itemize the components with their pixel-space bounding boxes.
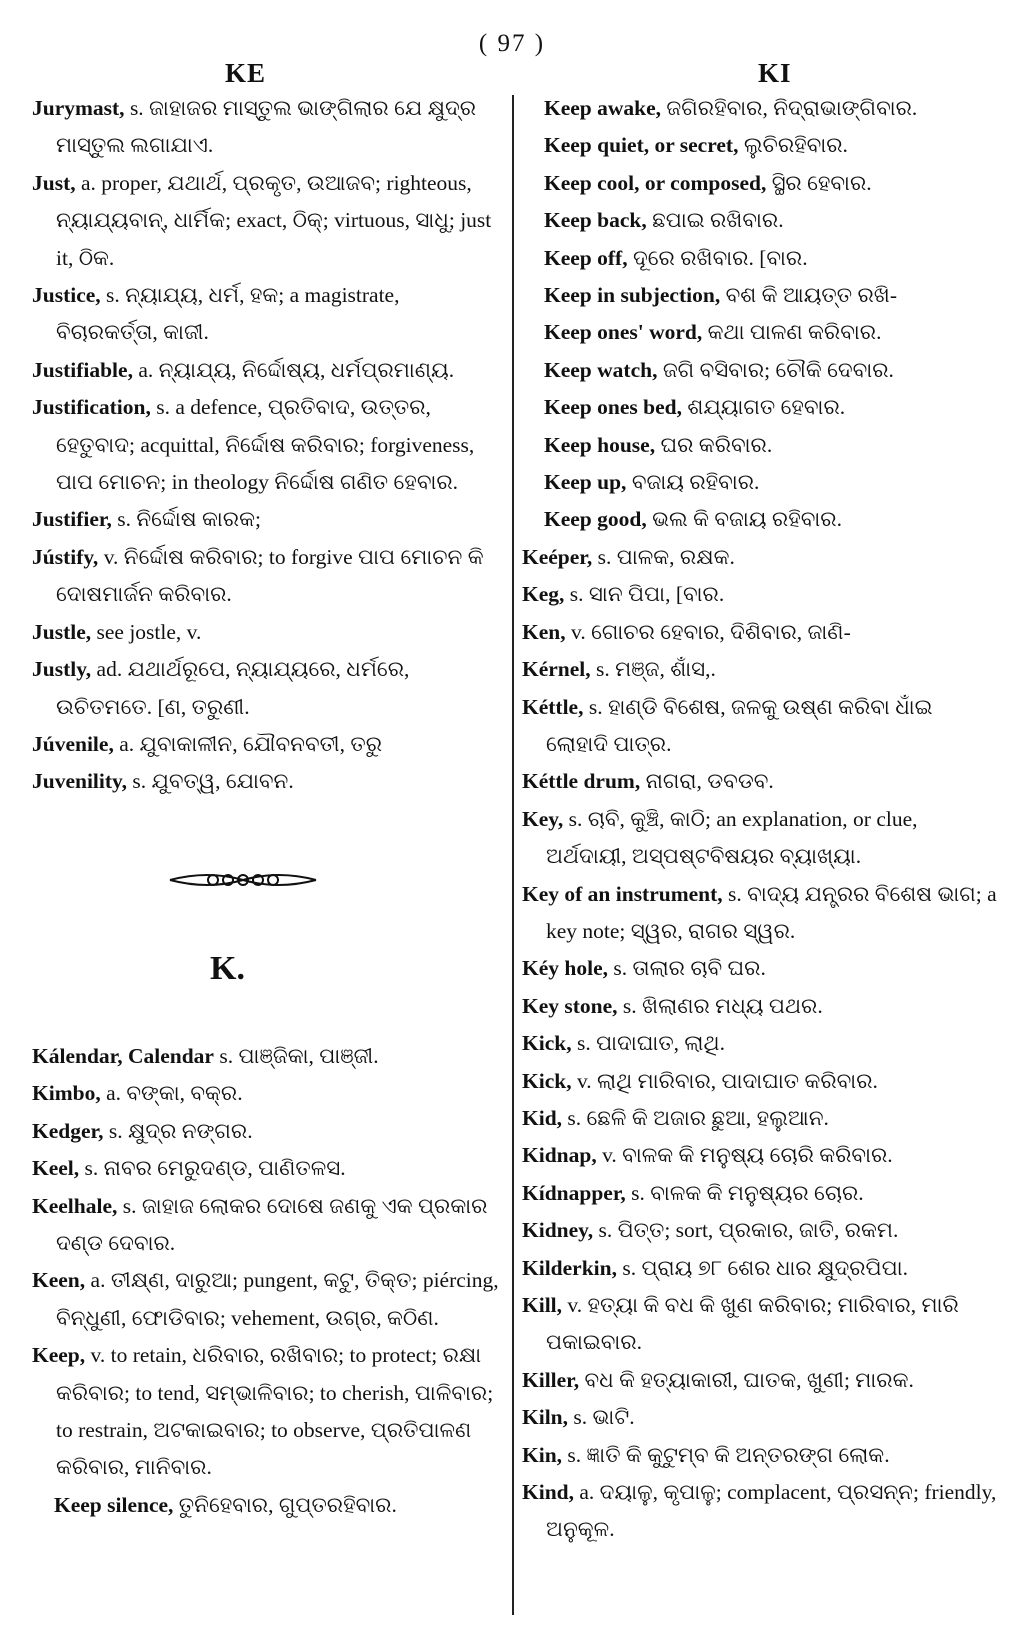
dictionary-entry (522, 389, 997, 426)
dictionary-entry (32, 1150, 502, 1187)
entry-headword: Keep quiet, or secret, (544, 133, 739, 158)
entry-definition: s. ତାଲାର ଚାବି ଘର. (608, 956, 766, 981)
dictionary-entry (32, 614, 502, 651)
dictionary-entry (522, 427, 997, 464)
entry-headword: Kálendar, Calendar (32, 1044, 214, 1068)
entry-definition: s. ଭାଟି. (568, 1405, 635, 1430)
entry-definition: a. ଯୁବାକାଳୀନ, ଯୌବନବତୀ, ତରୁ (113, 731, 382, 756)
entry-definition: ଜଗିରହିବାର, ନିଦ୍ରାଭାଙ୍ଗିବାର. (661, 96, 918, 120)
entry-headword: Justifiable, (32, 357, 133, 382)
entry-definition: s. a defence, ପ୍ରତିବାଦ, ଉତ୍ତର, ହେତୁବାଦ; acquittal, ନିର୍ଦ୍ଦୋଷ କରିବାର; forgiveness, ପାପ ମୋଚନ; in theology ନିର୍ଦ୍ଦୋଷ ଗଣିତ ହେବାର. (56, 395, 475, 495)
dictionary-entry (32, 277, 502, 352)
entry-headword: Kidnap, (522, 1143, 597, 1168)
entry-headword: Keep house, (544, 432, 656, 457)
entry-definition: s. ମଞ୍ଜ, ଶାଁସ,. (590, 657, 716, 682)
entry-definition: a. ନ୍ୟାଯ୍ୟ, ନିର୍ଦ୍ଦୋଷ୍ୟ, ଧର୍ମପ୍ରମାଣ୍ୟ. (132, 357, 455, 382)
entry-definition: ତୁନିହେବାର, ଗୁପ୍ତରହିବାର. (173, 1492, 397, 1517)
entry-headword: Keep silence, (54, 1492, 174, 1517)
dictionary-entry (32, 651, 502, 726)
entry-definition: a. ବଙ୍କା, ବକ୍ର. (100, 1081, 243, 1106)
entry-headword: Keep up, (544, 470, 627, 495)
entry-headword: Kimbo, (32, 1081, 101, 1106)
dictionary-entry (32, 165, 502, 277)
entry-headword: Keep, (32, 1343, 86, 1368)
entry-headword: Keep ones bed, (544, 395, 682, 420)
dictionary-entry (522, 202, 997, 239)
entry-headword: Keep back, (544, 208, 647, 233)
dictionary-entry (522, 464, 997, 501)
dictionary-entry (522, 1175, 997, 1212)
section-letter-heading: K. (210, 950, 245, 987)
left-column-bottom (32, 1038, 502, 1524)
entry-definition: s. ପ୍ରାୟ ୭୮ ଶେର ଧାର କ୍ଷୁଦ୍ରପିପା. (616, 1255, 908, 1280)
entry-headword: Juvenility, (32, 769, 127, 794)
entry-definition: v. ନିର୍ଦ୍ଦୋଷ କରିବାର; to forgive ପାପ ମୋଚନ କି ଦୋଷମାର୍ଜନ କରିବାର. (56, 544, 484, 607)
entry-definition: see jostle, v. (91, 619, 202, 644)
dictionary-entry (32, 352, 502, 389)
entry-definition: s. ଛେଳି କି ଅଜାର ଛୁଆ, ହଲୁଆନ. (562, 1105, 829, 1130)
dictionary-entry (522, 277, 997, 314)
entry-headword: Kick, (522, 1068, 572, 1093)
dictionary-entry (522, 127, 997, 164)
dictionary-entry (522, 1362, 997, 1399)
section-ornament (168, 865, 318, 895)
dictionary-entry (522, 1437, 997, 1474)
entry-headword: Kiln, (522, 1405, 569, 1430)
entry-definition: ଘର କରିବାର. (655, 432, 773, 457)
dictionary-entry (32, 1038, 502, 1075)
dictionary-entry (32, 763, 502, 800)
dictionary-entry (522, 1212, 997, 1249)
entry-headword: Kind, (522, 1480, 574, 1505)
entry-headword: Killer, (522, 1367, 580, 1392)
entry-definition: s. ଜାହାଜ ଲୋକର ଦୋଷେ ଜଣକୁ ଏକ ପ୍ରକାର ଦଣ୍ଡ ଦେବାର. (56, 1193, 488, 1256)
page-number: ( 97 ) (478, 30, 546, 57)
entry-headword: Júvenile, (32, 731, 114, 756)
entry-headword: Ken, (522, 619, 566, 644)
dictionary-entry (522, 576, 997, 613)
entry-headword: Keg, (522, 582, 565, 607)
dictionary-entry (32, 1075, 502, 1112)
entry-headword: Kéttle, (522, 694, 584, 719)
dictionary-entry (32, 90, 502, 165)
entry-headword: Kéttle drum, (522, 769, 641, 794)
dictionary-entry (522, 988, 997, 1025)
entry-definition: v. ଲାଥି ମାରିବାର, ପାଦାଘାତ କରିବାର. (571, 1068, 878, 1093)
entry-definition: s. ପାଦାଘାତ, ଲାଥି. (571, 1031, 725, 1056)
dictionary-entry (522, 314, 997, 351)
entry-definition: ଜଗି ବସିବାର; ଚୌକି ଦେବାର. (657, 357, 894, 382)
entry-headword: Kill, (522, 1293, 563, 1317)
entry-headword: Justice, (32, 283, 101, 308)
entry-headword: Keep cool, or composed, (544, 170, 767, 195)
dictionary-entry (32, 1337, 502, 1487)
dictionary-entry (522, 1063, 997, 1100)
dictionary-entry (32, 501, 502, 538)
entry-headword: Keéper, (522, 544, 593, 569)
entry-definition: s. ଯୁବତ୍ୱ, ଯୋବନ. (126, 769, 294, 794)
entry-headword: Jústify, (32, 544, 99, 569)
entry-definition: s. ବାଦ୍ୟ ଯନ୍ତ୍ରର ବିଶେଷ ଭାଗ; a key note; ସ୍ୱର, ରାଗର ସ୍ୱର. (546, 881, 997, 943)
entry-definition: କଥା ପାଳଣ କରିବାର. (702, 320, 882, 345)
dictionary-entry (522, 1250, 997, 1287)
dictionary-entry (522, 801, 997, 876)
entry-definition: s. ଜ୍ଞାତି କି କୁଟୁମ୍ବ କି ଅନ୍ତରଙ୍ଗ ଲୋକ. (562, 1442, 890, 1467)
dictionary-entry (32, 1113, 502, 1150)
entry-definition: s. ଚାବି, କୁଞ୍ଚି, କାଠି; an explanation, or clue, ଅର୍ଥଦାୟୀ, ଅସ୍ପଷ୍ଟବିଷୟର ବ୍ୟାଖ୍ୟା. (546, 806, 918, 869)
entry-headword: Keep awake, (544, 96, 662, 120)
dictionary-entry (522, 1474, 997, 1549)
dictionary-entry (32, 1487, 502, 1524)
dictionary-entry (522, 240, 997, 277)
entry-definition: a. proper, ଯଥାର୍ଥ, ପ୍ରକୃତ, ଉଆଜବ; righteous, ନ୍ୟାଯ୍ୟବାନ୍, ଧାର୍ମିକ; exact, ଠିକ୍; virtuous, ସାଧୁ; just it, ଠିକ. (56, 170, 492, 270)
entry-headword: Keep off, (544, 245, 628, 270)
dictionary-entry (522, 651, 997, 688)
dictionary-entry (522, 763, 997, 800)
entry-definition: a. ତୀକ୍ଷ୍ଣ, ଦାରୁଆ; pungent, କଟୁ, ତିକ୍ତ; piércing, ବିନ୍ଧୁଣୀ, ଫୋଡିବାର; vehement, ଉଗ୍ର, କଠିଣ. (56, 1268, 499, 1330)
entry-definition: a. ଦୟାଳୁ, କୃପାଳୁ; complacent, ପ୍ରସନ୍ନ; friendly, ଅନୁକୂଳ. (546, 1480, 997, 1542)
entry-definition: ଶଯ୍ୟାଗତ ହେବାର. (681, 395, 846, 420)
entry-headword: Kídnapper, (522, 1180, 626, 1205)
left-column-top (32, 90, 502, 801)
entry-definition: s. ପାଳକ, ରକ୍ଷକ. (592, 544, 735, 569)
entry-headword: Keep ones' word, (544, 320, 703, 345)
right-column (522, 90, 997, 1549)
entry-definition: s. ଖିଲାଣର ମଧ୍ୟ ପଥର. (617, 993, 823, 1018)
entry-headword: Justification, (32, 395, 151, 420)
entry-definition: ଦୂରେ ରଖିବାର. [ବାର. (627, 245, 808, 270)
dictionary-entry (32, 539, 502, 614)
entry-definition: ଛପାଇ ରଖିବାର. (646, 208, 784, 233)
dictionary-entry (522, 352, 997, 389)
dictionary-entry (522, 1137, 997, 1174)
entry-definition: ନାଗରା, ଡବଡବ. (640, 769, 774, 794)
entry-definition: s. ପିତ୍ତ; sort, ପ୍ରକାର, ଜାତି, ରକମ. (593, 1218, 899, 1243)
entry-definition: ବଧ କି ହତ୍ୟାକାରୀ, ଘାତକ, ଖୁଣୀ; ମାରକ. (579, 1367, 914, 1392)
entry-definition: s. ଜାହାଜର ମାସ୍ତୁଲ ଭାଙ୍ଗିଲାର ଯେ କ୍ଷୁଦ୍ର ମାସ୍ତୁଲ ଲଗାଯାଏ. (56, 96, 477, 158)
entry-definition: ବଜାୟ ରହିବାର. (626, 470, 760, 495)
entry-definition: ସ୍ଥିର ହେବାର. (766, 170, 872, 195)
entry-definition: s. ନାବର ମେରୁଦଣ୍ଡ, ପାଣିତଳସ. (79, 1156, 346, 1181)
entry-definition: s. ବାଳକ କି ମନୁଷ୍ୟର ଚୋର. (625, 1180, 864, 1205)
dictionary-entry (522, 1025, 997, 1062)
dictionary-entry (32, 1262, 502, 1337)
entry-headword: Keen, (32, 1268, 86, 1293)
dictionary-entry (522, 539, 997, 576)
dictionary-entry (522, 1287, 997, 1362)
dictionary-entry (522, 1100, 997, 1137)
entry-headword: Key, (522, 806, 564, 831)
dictionary-entry (32, 389, 502, 501)
entry-definition: v. ଗୋଚର ହେବାର, ଦିଶିବାର, ଜାଣି- (565, 619, 851, 644)
entry-headword: Kérnel, (522, 657, 591, 682)
dictionary-entry (522, 1399, 997, 1436)
left-column-header: KE (225, 58, 267, 88)
entry-definition: ad. ଯଥାର୍ଥରୂପେ, ନ୍ୟାଯ୍ୟରେ, ଧର୍ମରେ, ଉଚିତମତେ. [ଣ, ତରୁଣୀ. (56, 657, 410, 719)
entry-headword: Just, (32, 170, 76, 195)
entry-headword: Keep good, (544, 507, 647, 532)
entry-definition: s. ନ୍ୟାଯ୍ୟ, ଧର୍ମ, ହକ; a magistrate, ବିଚାରକର୍ତ୍ତା, କାଜୀ. (56, 283, 400, 345)
entry-definition: s. ପାଞ୍ଜିକା, ପାଞ୍ଜୀ. (213, 1044, 379, 1068)
entry-headword: Kick, (522, 1031, 572, 1056)
dictionary-entry (32, 1188, 502, 1263)
dictionary-entry (522, 950, 997, 987)
entry-definition: v. to retain, ଧରିବାର, ରଖିବାର; to protect; ରକ୍ଷା କରିବାର; to tend, ସମ୍ଭାଳିବାର; to cherish, ପାଳିବାର; to restrain, ଅଟକାଇବାର; to observe, ପ୍ରତିପାଳଣ କରିବାର, ମାନିବାର. (56, 1343, 494, 1480)
entry-headword: Keep in subjection, (544, 283, 721, 308)
entry-definition: v. ହତ୍ୟା କି ବଧ କି ଖୁଣ କରିବାର; ମାରିବାର, ମାରି ପକାଇବାର. (546, 1293, 959, 1355)
dictionary-entry (522, 689, 997, 764)
entry-headword: Key stone, (522, 993, 618, 1018)
entry-definition: s. ନିର୍ଦ୍ଦୋଷ କାରକ; (111, 507, 261, 532)
entry-headword: Keel, (32, 1156, 80, 1181)
entry-definition: ବଶ କି ଆୟତ୍ତ ରଖି- (720, 283, 897, 308)
entry-headword: Kilderkin, (522, 1255, 617, 1280)
column-divider (512, 95, 514, 1615)
dictionary-entry (522, 876, 997, 951)
entry-headword: Kedger, (32, 1118, 104, 1143)
dictionary-entry (522, 165, 997, 202)
entry-headword: Justly, (32, 657, 92, 682)
dictionary-entry (32, 726, 502, 763)
entry-headword: Kin, (522, 1442, 563, 1467)
entry-definition: ଭଲ କି ବଜାୟ ରହିବାର. (646, 507, 842, 532)
entry-headword: Kéy hole, (522, 956, 608, 981)
entry-headword: Kidney, (522, 1218, 594, 1243)
dictionary-entry (522, 614, 997, 651)
entry-definition: ଲୁଚିରହିବାର. (738, 133, 848, 158)
entry-definition: s. କ୍ଷୁଦ୍ର ନଙ୍ଗର. (103, 1118, 253, 1143)
dictionary-entry (522, 501, 997, 538)
entry-headword: Kid, (522, 1105, 563, 1130)
entry-headword: Key of an instrument, (522, 881, 723, 906)
entry-headword: Justifier, (32, 507, 112, 532)
entry-headword: Justle, (32, 619, 92, 644)
entry-definition: s. ସାନ ପିପା, [ବାର. (564, 582, 725, 607)
right-column-header: KI (758, 58, 792, 88)
entry-definition: v. ବାଳକ କି ମନୁଷ୍ୟ ଚୋରି କରିବାର. (596, 1143, 893, 1168)
dictionary-entry (522, 90, 997, 127)
entry-headword: Keelhale, (32, 1193, 118, 1218)
entry-headword: Jurymast, (32, 96, 125, 120)
entry-headword: Keep watch, (544, 357, 658, 382)
entry-definition: s. ହାଣ୍ଡି ବିଶେଷ, ଜଳକୁ ଉଷ୍ଣ କରିବା ଧାଁଇ ଲୋହାଦି ପାତ୍ର. (546, 694, 933, 756)
